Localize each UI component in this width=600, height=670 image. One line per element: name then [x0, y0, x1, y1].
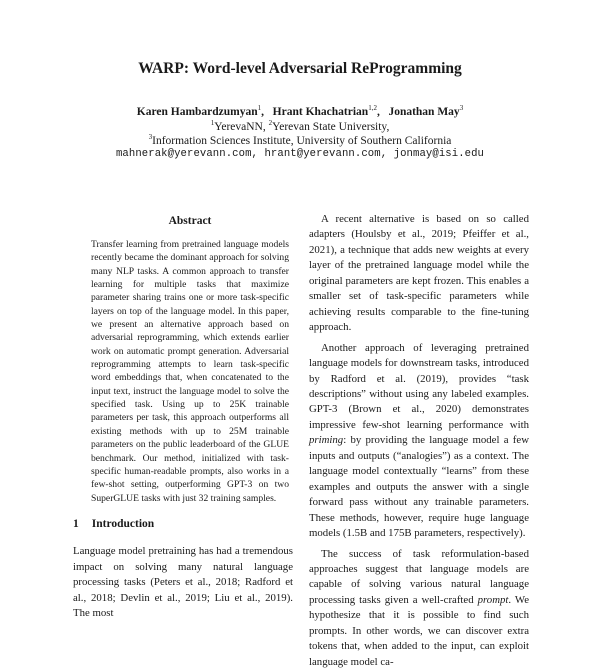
affiliation-name: YerevaNN	[214, 120, 263, 133]
emphasis-term: prompt	[477, 593, 509, 606]
paper-title: WARP: Word-level Adversarial ReProgramming	[138, 60, 462, 77]
text-run: : by providing the language model a few inputs and outputs (“analogies”) as a context. The language model contextually “learns” from these examples and outputs the answer with a single forward pass without any trainable parameters. These methods, however, require huge language models (1.5B and 175B parameters, respectively).	[309, 434, 529, 540]
author-list: Karen Hambardzumyan$^1$, Hrant Khachatrian$^{1,2}$, Jonathan May$^3$	[136, 104, 464, 118]
affiliation-line: $^1$YerevaNN, $^2$Yerevan State University,	[210, 119, 390, 133]
author-emails: mahnerak@yerevann.com, hrant@yerevann.com, jonmay@isi.edu	[115, 148, 485, 160]
author-name: Hrant Khachatrian	[272, 105, 369, 118]
section-number: 1	[73, 518, 79, 530]
author-affil-mark: 1	[257, 104, 262, 112]
body-paragraph	[309, 547, 529, 670]
section-heading	[73, 518, 154, 530]
text-run: . We hypothesize that it is possible to find such prompts. In other words, we can discover extra tokens that, when added to the input, can exploit language model ca-	[309, 593, 529, 668]
right-column	[309, 212, 529, 670]
affiliation-name: Yerevan State University	[272, 120, 387, 133]
text-run: Another approach of leveraging pretrained language models for downstream tasks, introduced by Radford et al. (2019), provides “task descriptions” without using any labeled examples. GPT-3 (Brown et al., 2020) demonstrates impressive few-shot learning performance with	[309, 341, 529, 431]
introduction-text: Language model pretraining has had a tremendous impact on solving many natural language processing tasks (Peters et al., 2018; Radford et al., 2018; Devlin et al., 2019; Liu et al., 2019). The most	[73, 545, 293, 620]
author-name: Jonathan May	[388, 105, 460, 118]
section-title: Introduction	[91, 518, 155, 530]
abstract-text: Transfer learning from pretrained language models recently became the dominant approach for solving many NLP tasks. A common approach to transfer learning for multiple tasks that maximize parameter sharing trains one or more task-specific layers on top of the language model. In this paper, we present an alternative approach based on adversarial reprogramming, which extends earlier work on automatic prompt generation. Adversarial reprogramming attempts to learn task-specific word embeddings that, when concatenated to the input text, instruct the language model to solve the specified task. Using up to 25K trainable parameters per task, this approach outperforms all existing methods with up to 25M trainable parameters on the public leaderboard of the GLUE benchmark. Our method, initialized with task-specific human-readable prompts, also works in a few-shot setting, outperforming GPT-3 on two SuperGLUE tasks with just 32 training samples.	[91, 239, 289, 504]
affiliation-name: Information Sciences Institute, University of Southern California	[152, 134, 452, 147]
affil-mark: 2	[268, 119, 273, 127]
body-paragraph: A recent alternative is based on so called adapters (Houlsby et al., 2019; Pfeiffer et al., 2021), a technique that adds new weights at every layer of the pretrained language model while the original parameters are kept frozen. This enables a smaller set of task-specific parameters while achieving results comparable to the fine-tuning approach.	[309, 213, 529, 334]
author-name: Karen Hambardzumyan	[136, 105, 258, 118]
body-paragraph	[309, 341, 529, 542]
text-run: The success of task reformulation-based approaches suggest that language models are capable of solving various natural language processing tasks given a well-crafted	[309, 547, 529, 606]
abstract-heading: Abstract	[168, 215, 212, 227]
emphasis-term: priming	[309, 434, 344, 447]
affil-mark: 1	[210, 119, 215, 127]
author-affil-mark: 1,2	[368, 104, 377, 112]
author-affil-mark: 3	[459, 104, 464, 112]
affil-mark: 3	[148, 133, 153, 141]
affiliation-line	[0, 133, 600, 147]
